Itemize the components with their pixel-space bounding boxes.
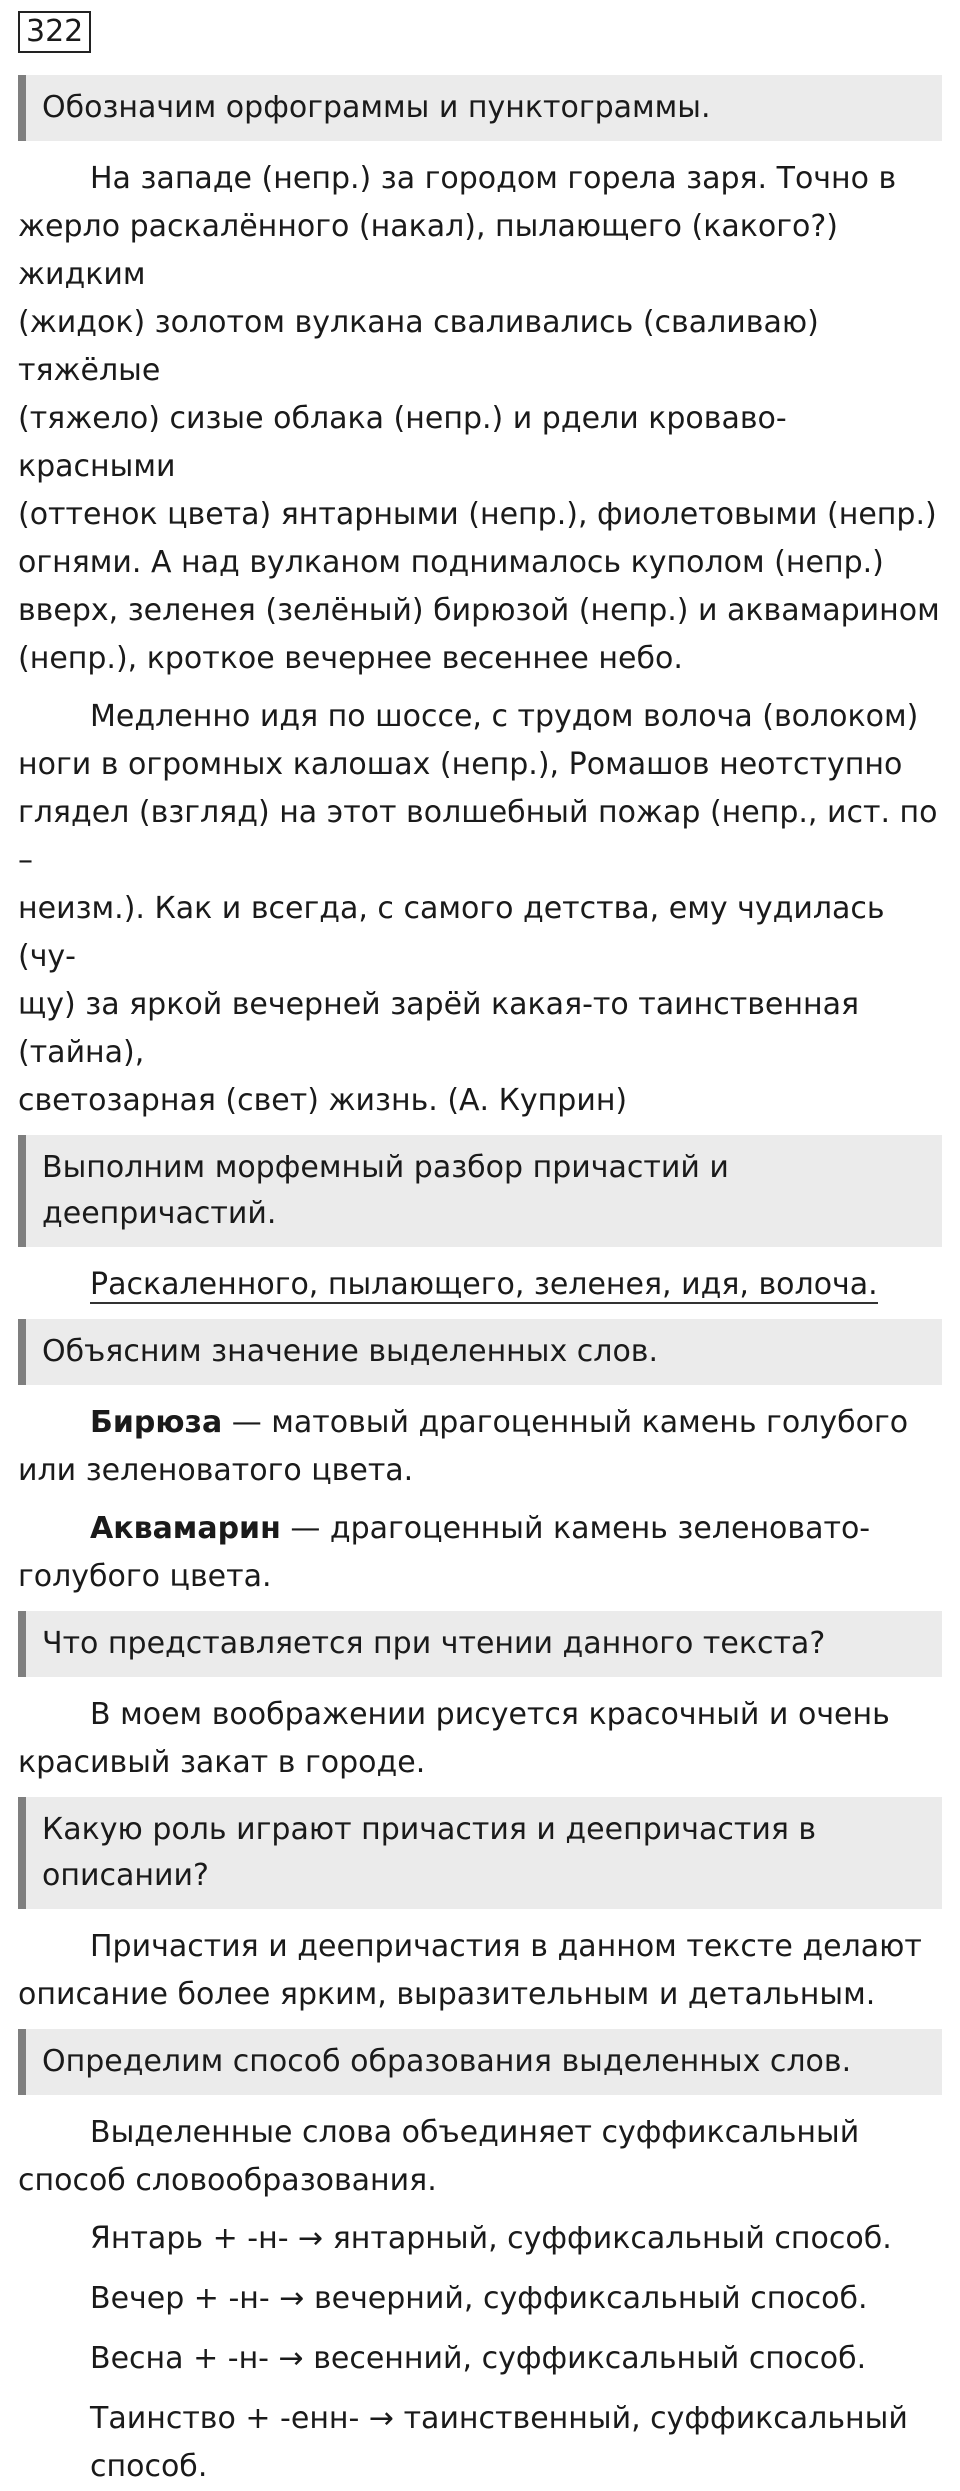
text1-line-8: (непр.), кроткое вечернее весеннее небо. [18, 641, 683, 676]
definition-1-term: Бирюза [90, 1405, 223, 1440]
definition-1 [18, 1399, 942, 1495]
task-heading-3: Объясним значение выделенных слов. [18, 1319, 942, 1385]
paragraph-2 [18, 693, 942, 1125]
derivation-2: Вечер + -н- → вечерний, суффиксальный способ. [90, 2281, 868, 2316]
text1-line-6: огнями. А над вулканом поднималось куполом (непр.) [18, 545, 884, 580]
definition-1-text: — матовый драгоценный камень голубого или зеленоватого цвета. [18, 1405, 909, 1488]
text1-line-1: На западе (непр.) за городом горела заря. Точно в [90, 161, 897, 196]
paragraph-1 [18, 155, 942, 683]
exercise-number: 322 [18, 11, 91, 53]
task-heading-6: Определим способ образования выделенных слов. [18, 2029, 942, 2095]
definition-2-text: — драгоценный камень зеленовато-голубого цвета. [18, 1511, 871, 1594]
text1-line-4: (тяжело) сизые облака (непр.) и рдели кроваво-красными [18, 401, 787, 484]
morpheme-analysis [18, 1261, 942, 1309]
text2-line-3: глядел (взгляд) на этот волшебный пожар (непр., ист. по – [18, 795, 938, 878]
text1-line-3: (жидок) золотом вулкана сваливались (сваливаю) тяжёлые [18, 305, 819, 388]
text2-line-1: Медленно идя по шоссе, с трудом волоча (волоком) [90, 699, 919, 734]
text1-line-2: жерло раскалённого (накал), пылающего (какого?) жидким [18, 209, 838, 292]
definition-2-term: Аквамарин [90, 1511, 281, 1546]
derivation-4: Таинство + -енн- → таинственный, суффиксальный способ. [90, 2401, 908, 2484]
derivation-3: Весна + -н- → весенний, суффиксальный способ. [90, 2341, 867, 2376]
answer-4: В моем воображении рисуется красочный и очень красивый закат в городе. [18, 1697, 890, 1780]
derivation-1: Янтарь + -н- → янтарный, суффиксальный способ. [90, 2221, 892, 2256]
task-heading-1: Обозначим орфограммы и пунктограммы. [18, 75, 942, 141]
task-heading-2: Выполним морфемный разбор причастий и деепричастий. [18, 1135, 942, 1247]
task-heading-4: Что представляется при чтении данного текста? [18, 1611, 942, 1677]
text1-line-5: (оттенок цвета) янтарными (непр.), фиолетовыми (непр.) [18, 497, 937, 532]
text2-line-5: щу) за яркой вечерней зарёй какая-то таинственная (тайна), [18, 987, 860, 1070]
definition-2 [18, 1505, 942, 1601]
text2-line-2: ноги в огромных калошах (непр.), Ромашов неотступно [18, 747, 903, 782]
text2-line-4: неизм.). Как и всегда, с самого детства, ему чудилась (чу- [18, 891, 885, 974]
answer-5: Причастия и деепричастия в данном тексте делают описание более ярким, выразительным и детальным. [18, 1929, 922, 2012]
task-heading-5: Какую роль играют причастия и деепричастия в описании? [18, 1797, 942, 1909]
answer-6: Выделенные слова объединяет суффиксальный способ словообразования. [18, 2115, 860, 2198]
morpheme-words: Раскаленного, пылающего, зеленея, идя, волоча. [90, 1267, 878, 1302]
derivation-list [18, 2215, 942, 2491]
text1-line-7: вверх, зеленея (зелёный) бирюзой (непр.) и аквамарином [18, 593, 940, 628]
text2-line-6: светозарная (свет) жизнь. (А. Куприн) [18, 1083, 628, 1118]
